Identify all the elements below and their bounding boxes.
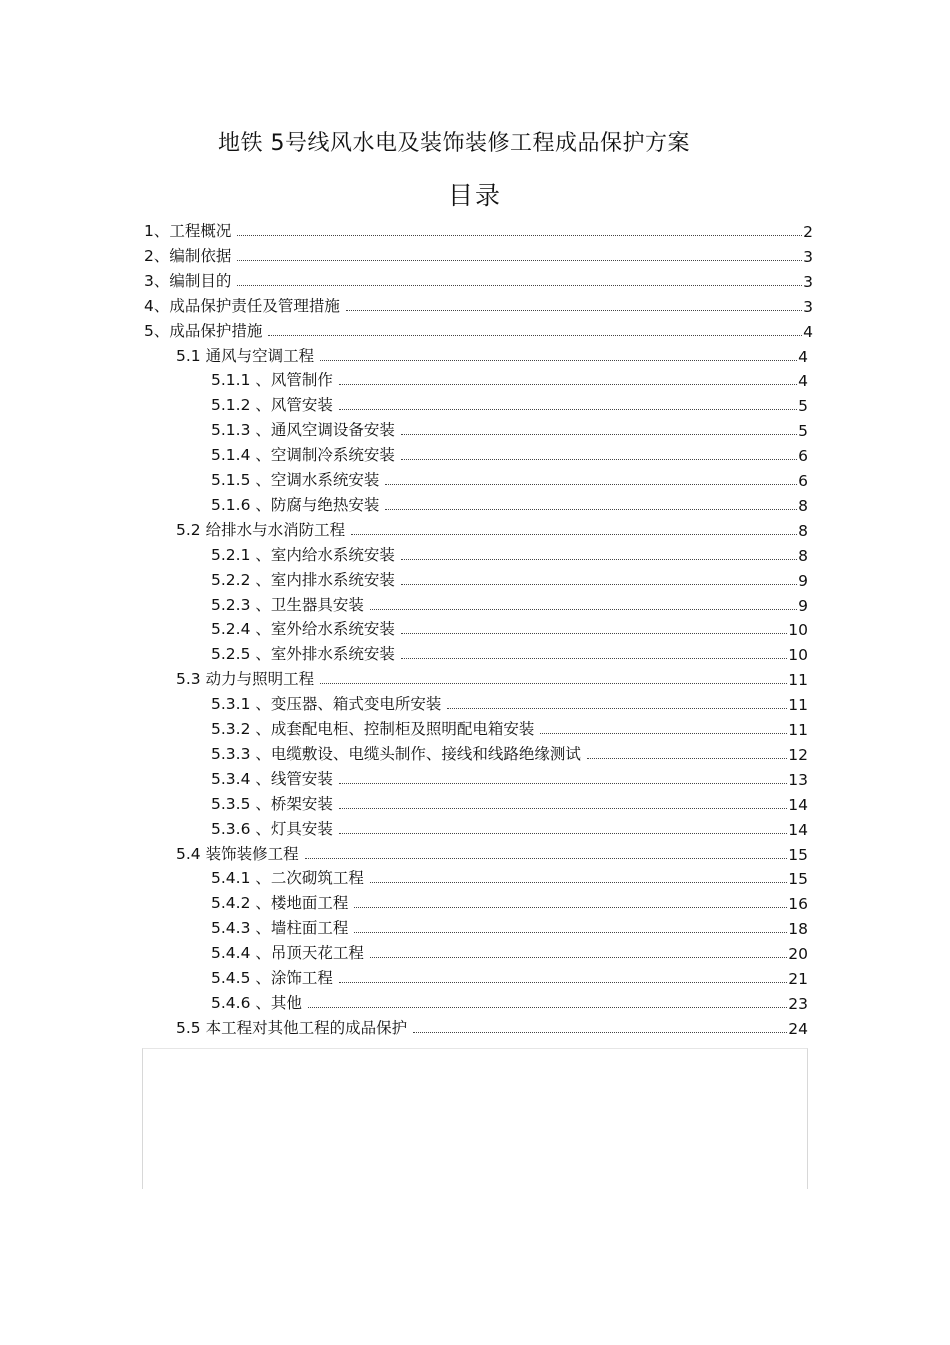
toc-entry-page-number: 15 [788, 845, 808, 864]
toc-entry[interactable] [176, 341, 808, 366]
toc-dot-leader [320, 360, 797, 361]
toc-entry-label: 5.1.3 、通风空调设备安装 [211, 421, 395, 440]
toc-entry-page-number: 18 [788, 920, 808, 939]
toc-dot-leader [540, 733, 787, 734]
toc-entry-page-number: 3 [803, 272, 813, 291]
toc-dot-leader [401, 459, 797, 460]
toc-entry-label: 5.4.5 、涂饰工程 [211, 969, 333, 987]
toc-dot-leader [339, 808, 787, 809]
toc-dot-leader [401, 559, 797, 560]
toc-entry-label: 5.1.6 、防腐与绝热安装 [211, 495, 380, 514]
toc-entry[interactable] [211, 689, 808, 714]
toc-entry-label: 5.4.3 、墙柱面工程 [211, 919, 349, 938]
toc-entry[interactable] [211, 614, 808, 639]
toc-entry[interactable] [211, 440, 808, 465]
toc-entry-label: 5.1.4 、空调制冷系统安装 [211, 446, 395, 465]
empty-content-frame [142, 1048, 808, 1189]
toc-entry[interactable] [211, 490, 808, 515]
toc-dot-leader [351, 534, 797, 535]
toc-entry-page-number: 21 [788, 970, 808, 988]
toc-entry-page-number: 9 [798, 596, 808, 615]
toc-dot-leader [339, 783, 787, 784]
toc-entry-label: 5.1.2 、风管安装 [211, 396, 333, 415]
toc-entry-label: 5.3.2 、成套配电柜、控制柜及照明配电箱安装 [211, 720, 535, 738]
toc-entry[interactable] [211, 465, 808, 490]
toc-entry[interactable] [211, 814, 808, 839]
toc-dot-leader [401, 658, 787, 659]
toc-entry-page-number: 13 [788, 770, 808, 789]
toc-dot-leader [401, 584, 797, 585]
toc-entry[interactable] [211, 963, 808, 988]
toc-entry-page-number: 16 [788, 895, 808, 914]
toc-dot-leader [385, 484, 797, 485]
toc-entry-page-number: 5 [798, 422, 808, 441]
toc-entry-label: 5、成品保护措施 [144, 321, 263, 340]
toc-entry-page-number: 4 [798, 347, 808, 366]
toc-entry-page-number: 10 [788, 646, 808, 665]
toc-entry-label: 5.2.1 、室内给水系统安装 [211, 545, 395, 564]
toc-dot-leader [268, 335, 802, 336]
toc-entry-label: 5.3 动力与照明工程 [176, 670, 315, 689]
toc-entry[interactable] [211, 938, 808, 963]
toc-entry[interactable] [211, 888, 808, 913]
toc-dot-leader [339, 982, 787, 983]
toc-entry-page-number: 8 [798, 496, 808, 515]
toc-entry-label: 5.3.4 、线管安装 [211, 769, 333, 788]
toc-entry-page-number: 3 [803, 247, 813, 266]
toc-entry-label: 5.4 装饰装修工程 [176, 844, 299, 863]
toc-entry-label: 5.2.4 、室外给水系统安装 [211, 620, 395, 639]
toc-dot-leader [308, 1007, 787, 1008]
toc-entry[interactable] [211, 789, 808, 814]
toc-entry-page-number: 11 [788, 696, 808, 715]
toc-entry-label: 5.2.5 、室外排水系统安装 [211, 645, 395, 664]
toc-entry-page-number: 10 [788, 621, 808, 640]
toc-entry[interactable] [211, 714, 808, 739]
toc-entry-page-number: 24 [788, 1019, 808, 1038]
toc-dot-leader [370, 609, 797, 610]
toc-entry[interactable] [211, 590, 808, 615]
toc-entry-label: 5.4.6 、其他 [211, 993, 302, 1012]
toc-entry-label: 5.3.1 、变压器、箱式变电所安装 [211, 695, 442, 714]
toc-entry[interactable] [144, 291, 813, 316]
toc-dot-leader [370, 882, 787, 883]
toc-entry-label: 5.4.1 、二次砌筑工程 [211, 869, 364, 888]
toc-entry-page-number: 5 [798, 397, 808, 416]
toc-entry-label: 5.4.4 、吊顶天花工程 [211, 944, 364, 963]
toc-entry-label: 5.3.5 、桥架安装 [211, 794, 333, 813]
toc-dot-leader [354, 932, 787, 933]
toc-entry-page-number: 23 [788, 994, 808, 1013]
toc-entry-label: 4、成品保护责任及管理措施 [144, 296, 340, 315]
toc-entry[interactable] [144, 316, 813, 341]
toc-dot-leader [385, 509, 797, 510]
toc-entry-label: 2、编制依据 [144, 246, 232, 265]
toc-entry[interactable] [211, 540, 808, 565]
toc-entry[interactable] [211, 415, 808, 440]
toc-entry[interactable] [211, 365, 808, 390]
toc-dot-leader [320, 683, 787, 684]
toc-entry-page-number: 11 [788, 721, 808, 739]
toc-entry-page-number: 4 [798, 372, 808, 391]
toc-entry-page-number: 4 [803, 322, 813, 341]
toc-dot-leader [305, 858, 788, 859]
toc-dot-leader [339, 409, 797, 410]
toc-entry-page-number: 6 [798, 472, 808, 490]
toc-entry-page-number: 20 [788, 945, 808, 964]
toc-entry[interactable] [211, 565, 808, 590]
toc-entry-page-number: 14 [788, 820, 808, 839]
toc-dot-leader [413, 1032, 787, 1033]
toc-entry-page-number: 11 [788, 671, 808, 690]
toc-entry[interactable] [211, 639, 808, 664]
toc-entry-label: 5.5 本工程对其他工程的成品保护 [176, 1018, 408, 1037]
toc-dot-leader [401, 434, 797, 435]
toc-entry-label: 5.1 通风与空调工程 [176, 346, 315, 365]
toc-entry-label: 5.1.1 、风管制作 [211, 371, 333, 390]
toc-entry-page-number: 8 [798, 546, 808, 565]
toc-entry-page-number: 3 [803, 297, 813, 316]
toc-entry-label: 5.3.6 、灯具安装 [211, 819, 333, 838]
toc-entry-label: 1、工程概况 [144, 222, 232, 240]
toc-entry-page-number: 15 [788, 870, 808, 889]
toc-entry-label: 3、编制目的 [144, 271, 232, 290]
toc-dot-leader [237, 285, 802, 286]
toc-dot-leader [237, 260, 802, 261]
toc-entry[interactable] [144, 266, 813, 291]
toc-entry[interactable] [176, 664, 808, 689]
toc-entry[interactable] [211, 764, 808, 789]
toc-entry-page-number: 2 [803, 223, 813, 241]
toc-dot-leader [237, 235, 802, 236]
toc-dot-leader [354, 907, 787, 908]
toc-entry[interactable] [211, 739, 808, 764]
toc-entry[interactable] [176, 1013, 808, 1038]
toc-dot-leader [339, 384, 797, 385]
document-title: 地铁 5号线风水电及装饰装修工程成品保护方案 [218, 131, 690, 156]
toc-dot-leader [587, 758, 787, 759]
toc-entry-label: 5.2.3 、卫生器具安装 [211, 595, 364, 614]
toc-dot-leader [447, 708, 787, 709]
toc-entry-label: 5.1.5 、空调水系统安装 [211, 471, 380, 489]
toc-entry[interactable] [176, 839, 808, 864]
toc-entry-label: 5.3.3 、电缆敷设、电缆头制作、接线和线路绝缘测试 [211, 744, 581, 763]
toc-entry[interactable] [211, 390, 808, 415]
toc-entry[interactable] [144, 241, 813, 266]
toc-entry[interactable] [211, 988, 808, 1013]
toc-entry-label: 5.2 给排水与水消防工程 [176, 520, 346, 539]
toc-dot-leader [370, 957, 787, 958]
toc-heading: 目录 [447, 181, 502, 210]
toc-dot-leader [401, 633, 787, 634]
toc-entry-page-number: 12 [788, 745, 808, 764]
toc-dot-leader [339, 833, 787, 834]
toc-entry-page-number: 6 [798, 447, 808, 466]
toc-entry-label: 5.4.2 、楼地面工程 [211, 894, 349, 913]
toc-entry[interactable] [211, 913, 808, 938]
toc-entry-page-number: 8 [798, 521, 808, 540]
toc-entry-label: 5.2.2 、室内排水系统安装 [211, 570, 395, 589]
toc-entry-page-number: 9 [798, 571, 808, 590]
toc-entry[interactable] [144, 216, 813, 241]
toc-dot-leader [346, 310, 802, 311]
toc-entry-page-number: 14 [788, 795, 808, 814]
toc-entry[interactable] [211, 863, 808, 888]
toc-entry[interactable] [176, 515, 808, 540]
